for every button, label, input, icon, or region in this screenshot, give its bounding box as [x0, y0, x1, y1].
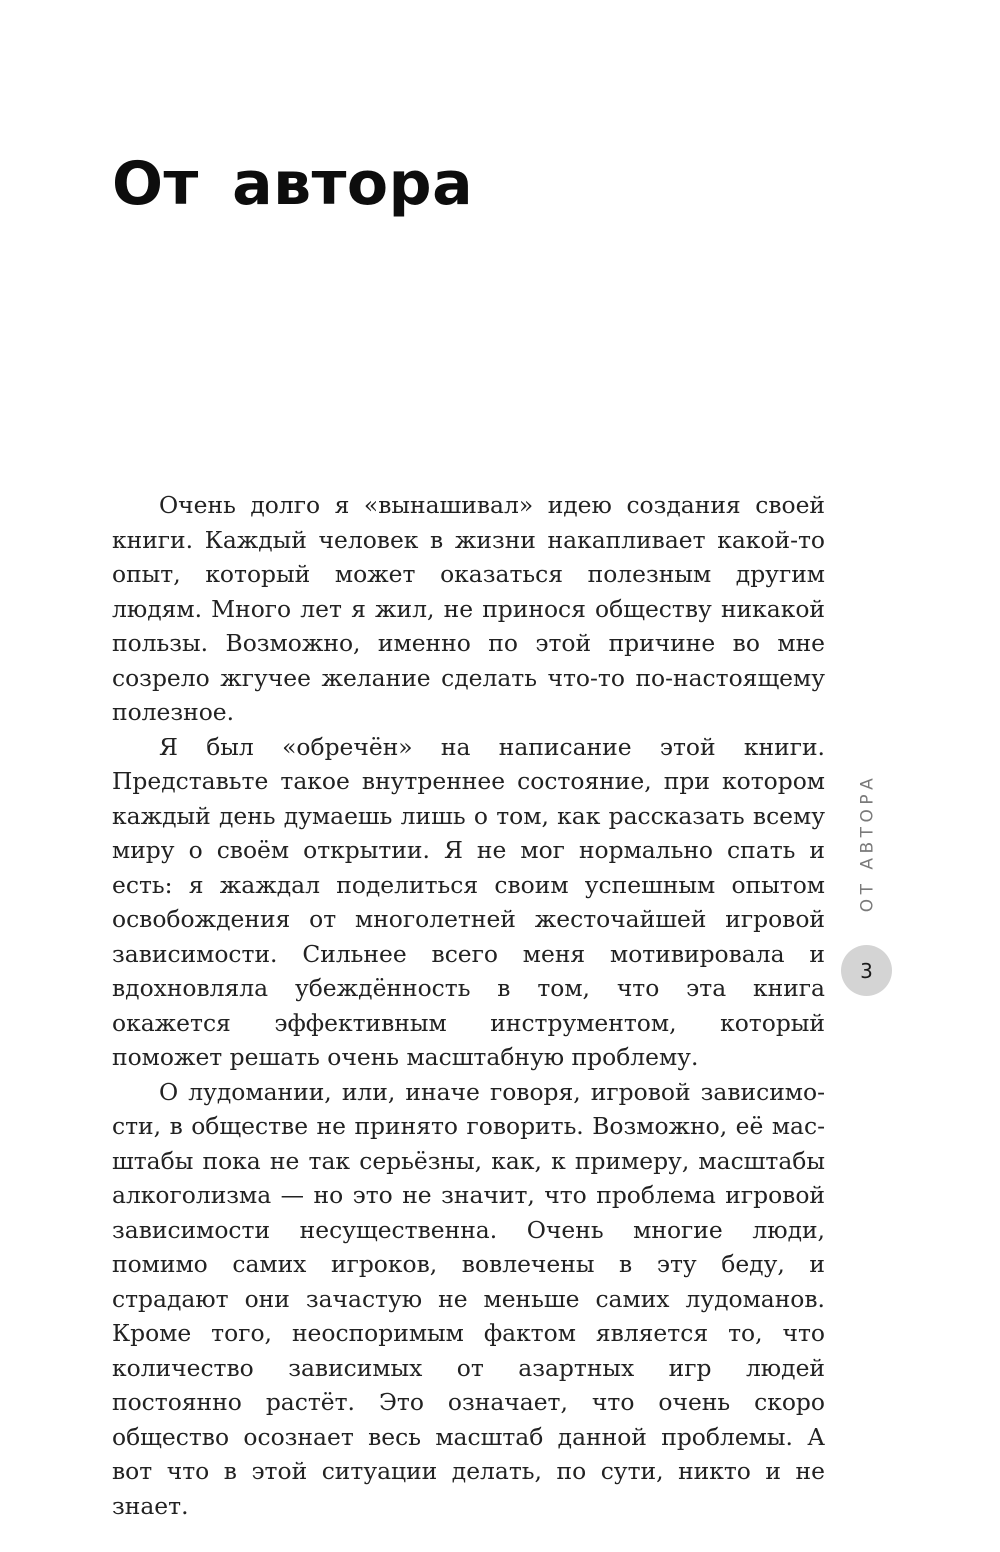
paragraph-2: Я был «обречён» на написание этой книги. Представьте такое внутреннее состояние, при котором каждый день думаешь лишь о том, как рассказать всему миру о своём открытии. Я не мог нормально спать и есть: я жаждал поделиться своим успешным опытом освобождения от многолетней жесточайшей игровой зависимости. Сильнее всего меня мотивировала и вдохновляла убеждённость в том, что эта книга окажется эффективным инструментом, который поможет решать очень масштабную проблему.	[112, 732, 825, 1071]
page-title: От автора	[112, 149, 474, 219]
running-head-label: ОТ АВТОРА	[857, 773, 878, 913]
running-head	[849, 771, 885, 915]
page-number-badge	[841, 945, 892, 996]
paragraph-3: О лудомании, или, иначе говоря, игровой зависимости, в обществе не принято говорить. Возможно, её масштабы пока не так серьёзны, как, к примеру, масштабы алкоголизма — но это не значит, что проблема игровой зависимости несущественна. Очень многие люди, помимо самих игроков, вовлечены в эту беду, и страдают они зачастую не меньше самих лудоманов. Кроме того, неоспоримым фактом является то, что количество зависимых от азартных игр людей постоянно растёт. Это означает, что очень скоро общество осознает весь масштаб данной проблемы. А вот что в этой ситуации делать, по сути, никто и не знает.	[112, 1077, 825, 1520]
page-number: 3	[860, 958, 873, 983]
body-text	[112, 488, 825, 1523]
paragraph-1: Очень долго я «вынашивал» идею создания своей книги. Каждый человек в жизни накапливает какой-то опыт, который может оказаться полезным другим людям. Много лет я жил, не принося обществу никакой пользы. Возможно, именно по этой причине во мне созрело жгучее желание сделать что-то по-настоящему полезное.	[112, 491, 825, 726]
